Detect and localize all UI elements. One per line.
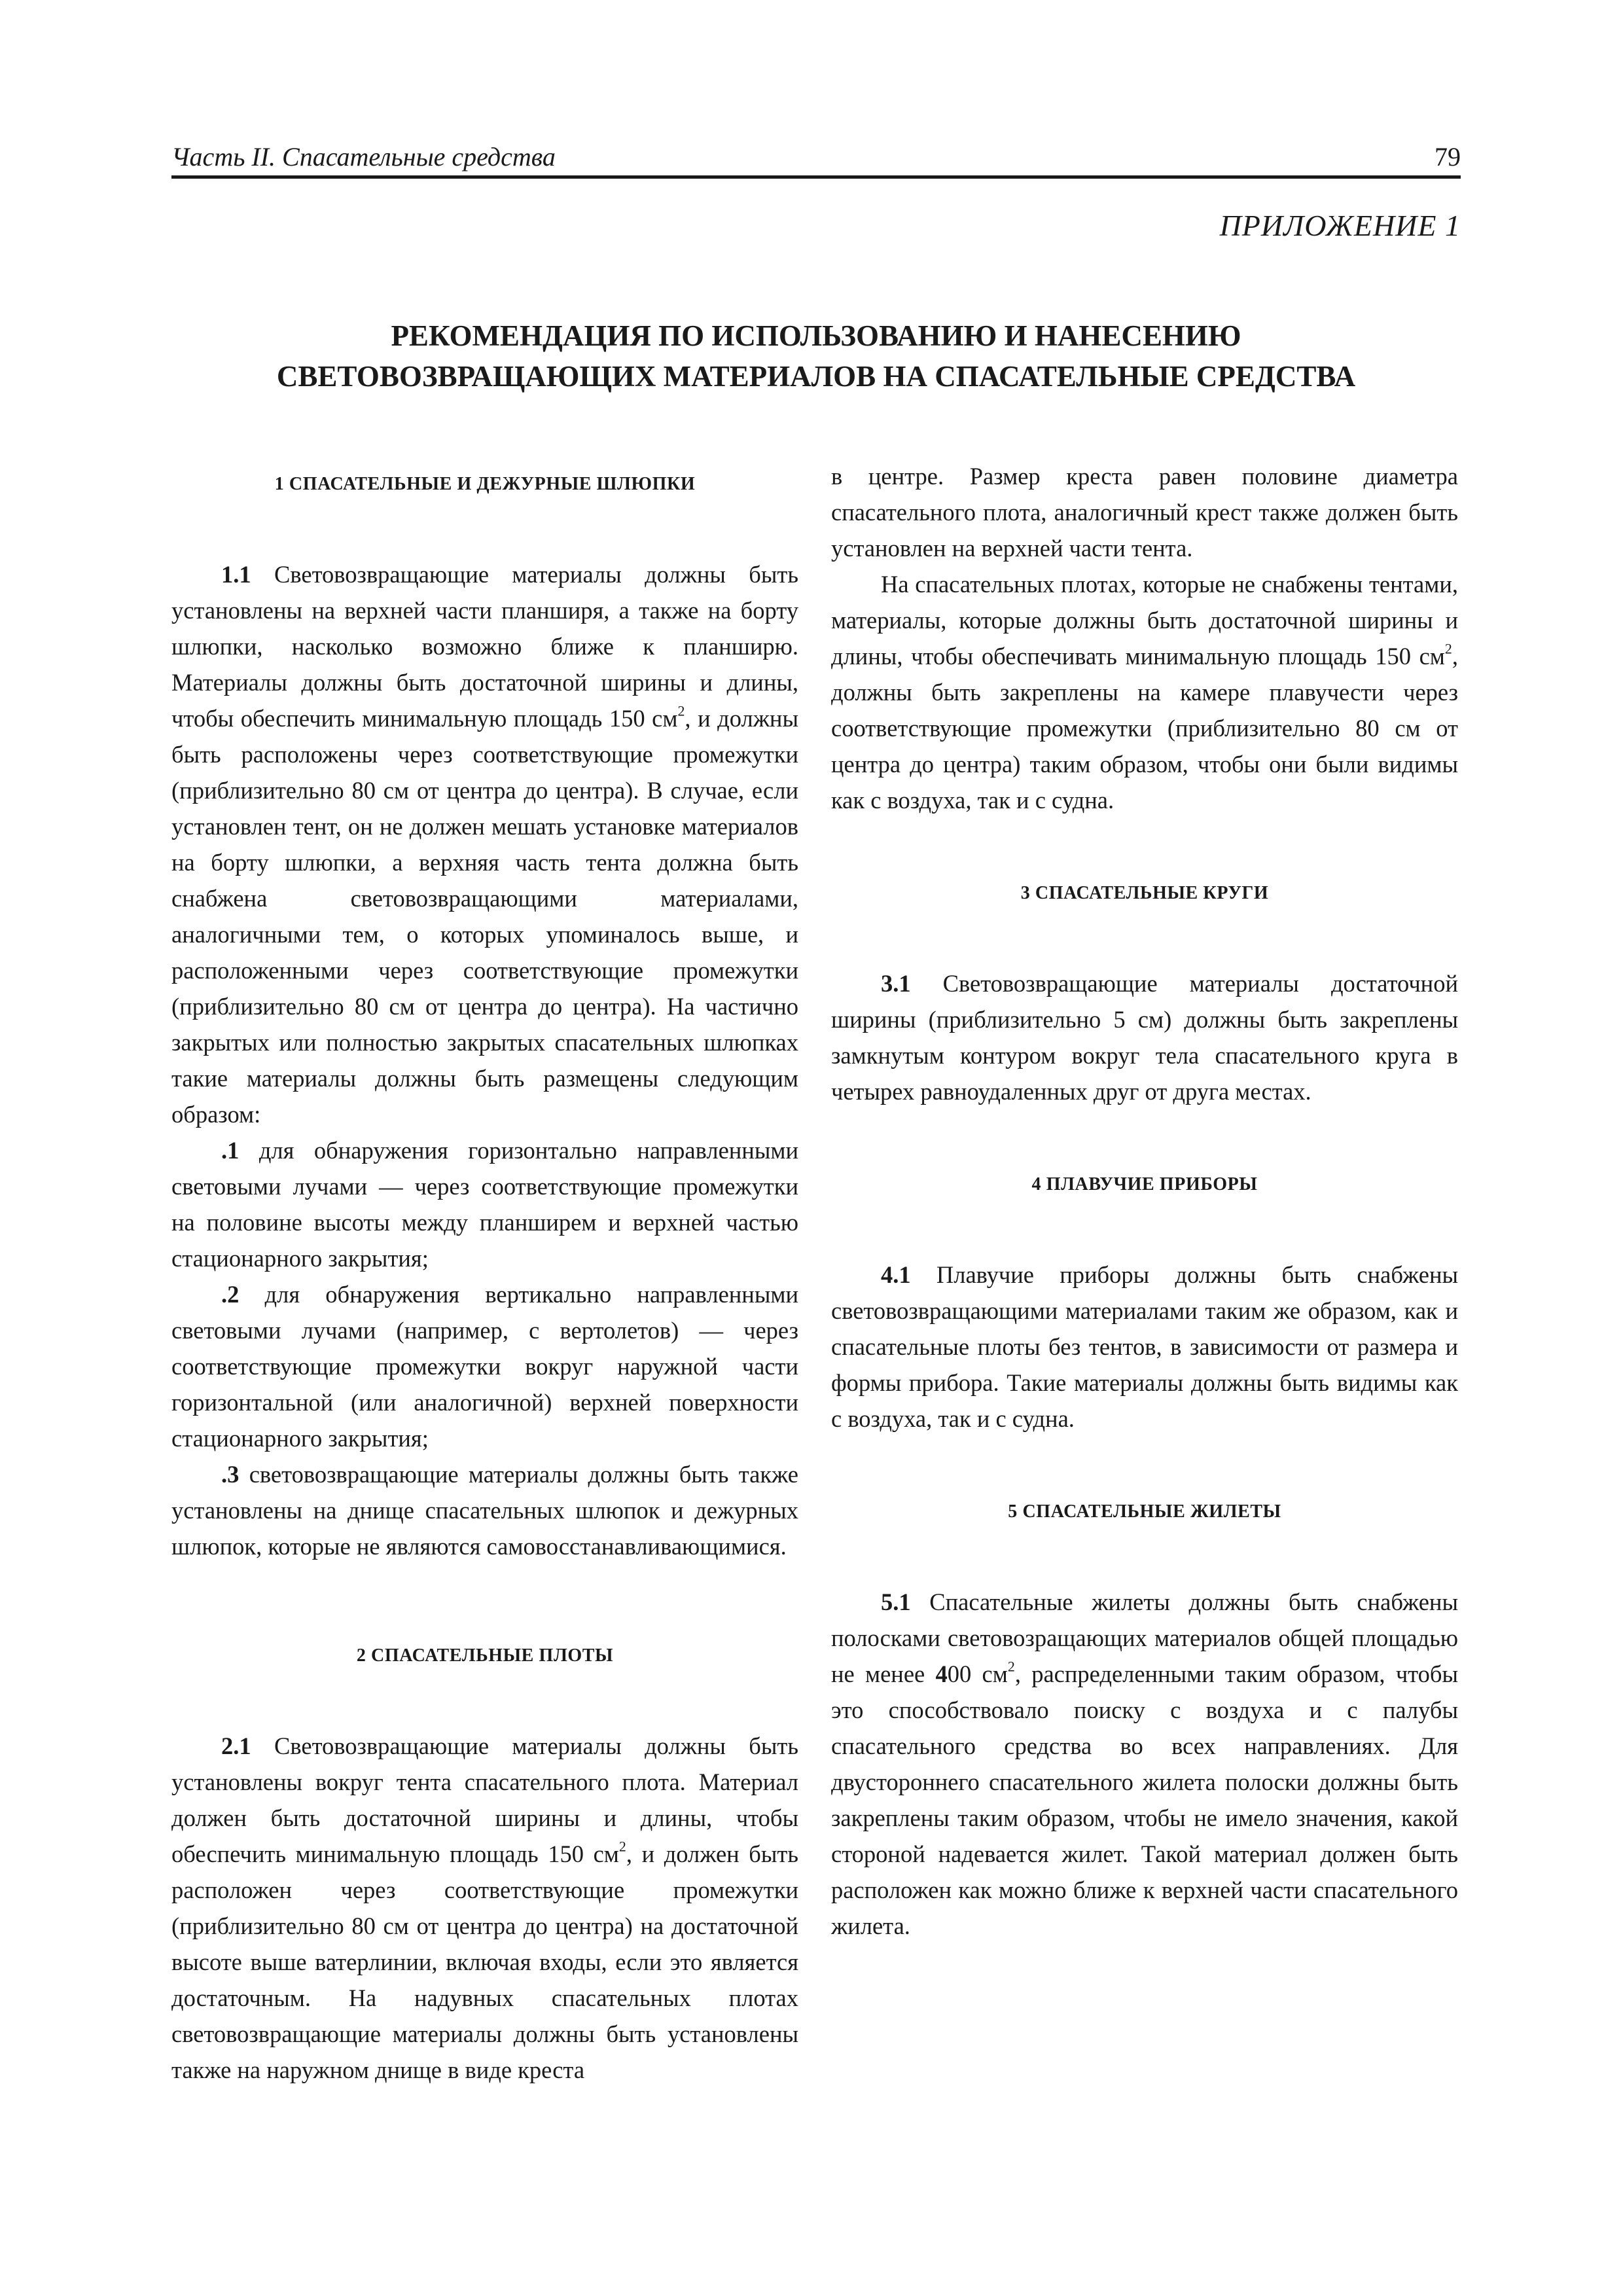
paragraph-2-2 xyxy=(831,566,1458,818)
paragraph-1-1 xyxy=(171,556,798,1132)
header-rule xyxy=(171,175,1461,179)
superscript: 2 xyxy=(1007,1658,1015,1675)
superscript: 2 xyxy=(618,1838,626,1855)
page-number: 79 xyxy=(1435,142,1461,171)
paragraph-text: Световозвращающие материалы должны быть установлены вокруг тента спасательного плота. Материал должен быть достаточной ширины и длины, чтобы обеспечить минимальную площадь 150 см xyxy=(171,1732,798,1867)
item-number: .1 xyxy=(221,1137,240,1164)
paragraph-2-1-continued: в центре. Размер креста равен половине диаметра спасательного плота, аналогичный крест также должен быть установлен на верхней части тента. xyxy=(831,463,1458,562)
clause-number: 4.1 xyxy=(881,1261,911,1288)
clause-number: 3.1 xyxy=(881,970,911,997)
appendix-label: ПРИЛОЖЕНИЕ 1 xyxy=(1219,209,1461,242)
paragraph-text: , и должны быть расположены через соответствующие промежутки (приблизительно 80 см от центра до центра). В случае, если установлен тент, он не должен мешать установке материалов на борту шлюпки, а верхняя часть тента должна быть снабжена световозвращающими материалами, аналогичными тем, о которых упоминалось выше, и расположенными через соответствующие промежутки (приблизительно 80 см от центра до центра). На частично закрытых или полностью закрытых спасательных шлюпках такие материалы должны быть размещены следующим образом: xyxy=(171,705,798,1128)
section-4-heading: 4 ПЛАВУЧИЕ ПРИБОРЫ xyxy=(1031,1174,1258,1194)
paragraph-text: Спасательные жилеты должны быть снабжены полосками световозращающих материалов общей площадью не менее xyxy=(831,1588,1458,1687)
section-5-heading: 5 СПАСАТЕЛЬНЫЕ ЖИЛЕТЫ xyxy=(1008,1501,1281,1522)
superscript: 2 xyxy=(677,702,685,719)
clause-number: 2.1 xyxy=(221,1732,251,1759)
paragraph-text: , и должен быть расположен через соответствующие промежутки (приблизительно 80 см от центра до центра) на достаточной высоте выше ватерлинии, включая входы, если это является достаточным. На надувных спасательных плотах световозвращающие материалы должны быть установлены также на наружном днище в виде креста xyxy=(171,1840,798,2083)
paragraph-4-1 xyxy=(831,1257,1458,1437)
section-1-heading: 1 СПАСАТЕЛЬНЫЕ И ДЕЖУРНЫЕ ШЛЮПКИ xyxy=(274,474,696,494)
item-text: для обнаружения горизонтально направленными световыми лучами — через соответствующие промежутки на половине высоты между планширем и верхней частью стационарного закрытия; xyxy=(171,1137,798,1272)
item-number: .3 xyxy=(221,1461,240,1488)
clause-number: 5.1 xyxy=(881,1588,911,1615)
paragraph-text: Световозвращающие материалы достаточной ширины (приблизительно 5 см) должны быть закреплены замкнутым контуром вокруг тела спасательного круга в четырех равноудаленных друг от друга местах. xyxy=(831,970,1458,1105)
paragraph-text: Плавучие приборы должны быть снабжены световозвращающими материалами таким же образом, как и спасательные плоты без тентов, в зависимости от размера и формы прибора. Такие материалы должны быть видимы как с воздуха, так и с судна. xyxy=(831,1261,1458,1432)
paragraph-text: Световозвращающие материалы должны быть установлены на верхней части планширя, а также на борту шлюпки, насколько возможно ближе к планширю. Материалы должны быть достаточной ширины и длины, чтобы обеспечить минимальную площадь 150 см xyxy=(171,561,798,732)
running-header xyxy=(171,140,1461,174)
paragraph-3-1 xyxy=(831,965,1458,1109)
list-item-2 xyxy=(171,1276,798,1456)
title-line-1: РЕКОМЕНДАЦИЯ ПО ИСПОЛЬЗОВАНИЮ И НАНЕСЕНИЮ xyxy=(391,319,1241,352)
item-text: для обнаружения вертикально направленными световыми лучами (например, с вертолетов) — через соответствующие промежутки вокруг наружной части горизонтальной (или аналогичной) верхней поверхности стационарного закрытия; xyxy=(171,1281,798,1452)
superscript: 2 xyxy=(1444,640,1452,657)
paragraph-text: На спасательных плотах, которые не снабжены тентами, материалы, которые должны быть достаточной ширины и длины, чтобы обеспечивать минимальную площадь 150 см xyxy=(831,571,1458,670)
paragraph-text: , распределенными таким образом, чтобы это способствовало поиску с воздуха и с палубы спасательного средства во всех направлениях. Для двустороннего спасательного жилета полоски должны быть закреплены таким образом, чтобы не имело значения, какой стороной надевается жилет. Такой материал должен быть расположен как можно ближе к верхней части спасательного жилета. xyxy=(831,1660,1458,1939)
left-column xyxy=(171,458,798,2088)
list-item-3 xyxy=(171,1456,798,1564)
item-number: .2 xyxy=(221,1281,240,1308)
section-3-heading: 3 СПАСАТЕЛЬНЫЕ КРУГИ xyxy=(1020,883,1269,903)
paragraph-5-1 xyxy=(831,1584,1458,1944)
right-column xyxy=(831,458,1458,1944)
paragraph-text: 00 см xyxy=(947,1660,1008,1687)
list-item-1 xyxy=(171,1132,798,1276)
clause-number: 1.1 xyxy=(221,561,251,588)
item-text: световозвращающие материалы должны быть также установлены на днище спасательных шлюпок и дежурных шлюпок, которые не являются самовосстанавливающимися. xyxy=(171,1461,798,1560)
document-title xyxy=(171,315,1461,397)
title-line-2: СВЕТОВОЗВРАЩАЮЩИХ МАТЕРИАЛОВ НА СПАСАТЕЛЬНЫЕ СРЕДСТВА xyxy=(276,360,1356,393)
section-2-heading: 2 СПАСАТЕЛЬНЫЕ ПЛОТЫ xyxy=(356,1645,614,1666)
bold-digit: 4 xyxy=(935,1660,948,1687)
paragraph-text: , должны быть закреплены на камере плавучести через соответствующие промежутки (приблизительно 80 см от центра до центра) таким образом, чтобы они были видимы как с воздуха, так и с судна. xyxy=(831,643,1458,814)
running-title: Часть II. Спасательные средства xyxy=(171,142,556,171)
paragraph-2-1 xyxy=(171,1728,798,2088)
